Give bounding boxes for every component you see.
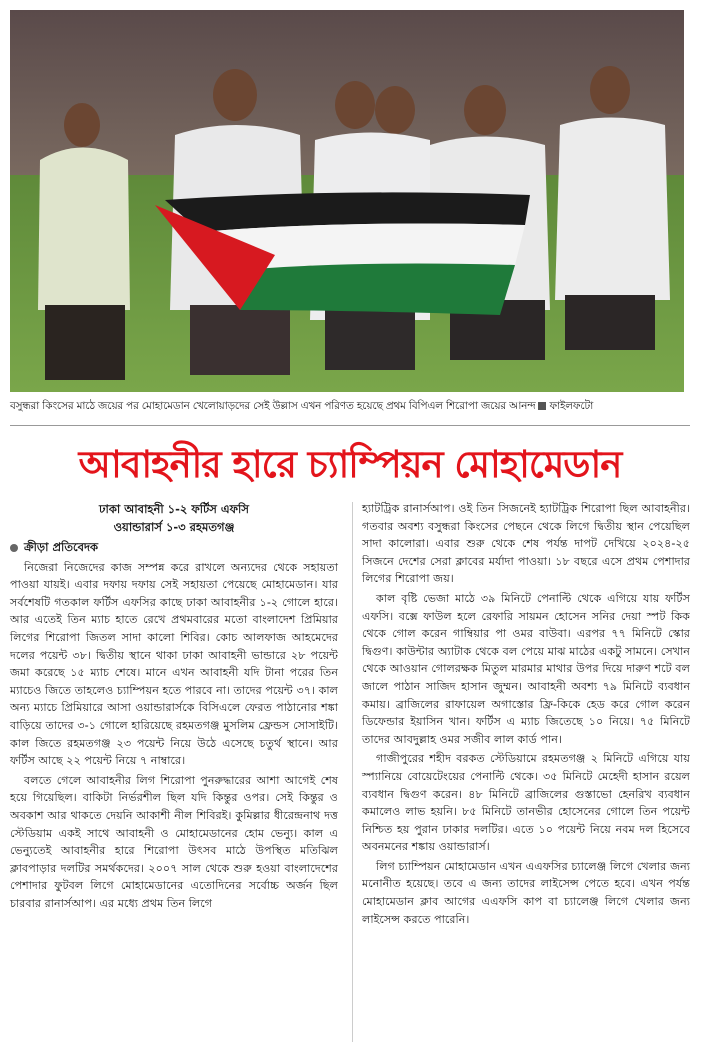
photo-caption	[10, 398, 690, 414]
news-photo	[10, 10, 684, 392]
caption-text: বসুন্ধরা কিংসের মাঠে জয়ের পর মোহামেডান খেলোয়াড়দের সেই উল্লাস এখন পরিণত হয়েছে প্রথম বিপিএল শিরোপা জয়ের আনন্দ	[10, 400, 536, 412]
square-icon	[538, 402, 546, 410]
article-left-column	[10, 500, 338, 912]
paragraph: বলতে গেলে আবাহনীর লিগ শিরোপা পুনরুদ্ধারের আশা আগেই শেষ হয়ে গিয়েছিল। বাকিটা নির্ভরশীল ছিল যদি কিন্তুর ওপর। সেই কিন্তুর ও অবকাশ আর থাকতে দেয়নি আকাশী নীল শিবিরই। কুমিল্লার ধীরেন্দ্রনাথ দত্ত স্টেডিয়াম একই সাথে আবাহনী ও মোহামেডানের হোম ভেন্যু। কাল এ ভেন্যুতেই আবাহনীর হারে শিরোপা উৎসব মাঠে উপস্থিত মতিঝিল ক্লাবপাড়ার দলটির সমর্থকদের। ২০০৭ সাল থেকে শুরু হওয়া বাংলাদেশের পেশাদার ফুটবল লিগে মোহামেডানের এতোদিনের সর্বোচ্চ অর্জন ছিল চারবার রানার্সআপ। এর মধ্যে প্রথম তিন লিগে	[10, 773, 338, 910]
paragraph: নিজেরা নিজেদের কাজ সম্পন্ন করে রাখলে অন্যদের থেকে সহায়তা পাওয়া যায়ই। এবার দফায় দফায় সেই সহায়তা পেয়েছে মোহামেডান। যার সর্বশেষটি গতকাল ফর্টিস এফসির কাছে ঢাকা আবাহনীর ১-২ গোলে হারে। আর এতেই তিন ম্যাচ হাতে রেখে প্রথমবারের মতো বাংলাদেশ প্রিমিয়ার লিগের শিরোপা জিতল সাদা কালো শিবির। কোচ আলফাজ আহমেদের দলের পয়েন্ট ৩৮। দ্বিতীয় স্থানে থাকা ঢাকা আবাহনী ভান্ডারে ২৮ পয়েন্ট জমা করেছে ১৫ ম্যাচ শেষে। মানে এখন আবাহনী যদি টানা পরের তিন ম্যাচেও জিতে তাহলেও চ্যাম্পিয়ন হতে পারবে না। তাদের পয়েন্ট ৩৭। কাল অন্য ম্যাচে প্রিমিয়ারে আসা ওয়ান্ডারার্সকে বিসিএলে ফেরত পাঠানোর শঙ্কা বাড়িয়ে তাদের ৩-১ গোলে হারিয়েছে রহমতগঞ্জ মুসলিম ফ্রেন্ডস সোসাইটি। কাল জিতে রহমতগঞ্জ ২৩ পয়েন্ট নিয়ে উঠে এসেছে চতুর্থ স্থানে। আর ফর্টিস আছে ২২ পয়েন্ট নিয়ে ৭ নাম্বারে।	[10, 560, 338, 768]
byline-text: ক্রীড়া প্রতিবেদক	[24, 540, 99, 554]
paragraph: হ্যাটট্রিক রানার্সআপ। ওই তিন সিজনেই হ্যাটট্রিক শিরোপা ছিল আবাহনীর। গতবার অবশ্য বসুন্ধরা কিংসের পেছনে থেকে লিগে দ্বিতীয় স্থান পেয়েছিল সাদা কালোরা। এবার শুরু থেকে শেষ পর্যন্ত দাপট দেখিয়ে ২০২৪-২৫ সিজনে দেশের সেরা ক্লাবের মর্যাদা পাওয়া। ১৮ বছরে এসে প্রথম পেশাদার লিগের শিরোপা জয়।	[362, 502, 690, 586]
divider	[10, 425, 690, 426]
byline	[10, 539, 338, 557]
score-line-1: ঢাকা আবাহনী ১-২ ফর্টিস এফসি	[99, 502, 249, 516]
headline: আবাহনীর হারে চ্যাম্পিয়ন মোহামেডান	[78, 443, 622, 486]
score-line-2: ওয়ান্ডারার্স ১-৩ রহমতগঞ্জ	[113, 520, 235, 534]
column-divider	[352, 502, 353, 1042]
caption-credit: ফাইলফটো	[549, 400, 594, 412]
celebration-photo	[10, 10, 684, 392]
paragraph: কাল বৃষ্টি ভেজা মাঠে ৩৯ মিনিটে পেনাল্টি থেকে এগিয়ে যায় ফর্টিস এফসি। বক্সে ফাউল হলে রেফারি সায়মন হোসেন সনির দেয়া স্পট কিক থেকে গোল করেন গাম্বিয়ার পা ওমর বাউবা। এরপর ৭৭ মিনিটে স্কোর দ্বিগুণ। কাউন্টার অ্যাটাক থেকে বল পেয়ে মাঝ মাঠের একটু সামনে। সেখান থেকে আওয়ান গোলরক্ষক মিতুল মারমার মাথার উপর দিয়ে দারুণ শটে বল জালে পাঠান সাজিদ হাসান জুম্মন। আবাহনী অবশ্য ৭৯ মিনিটে ব্যবধান কমায়। ব্রাজিলের রাফায়েল অগাস্তোর ফ্রি-কিকে হেড করে গোল করেন ডিফেন্ডার ইয়াসিন খান। ফর্টিস এ ম্যাচ জিতেছে ১০ নিয়ে। ৭৫ মিনিটে তাদের আবদুল্লাহ ওমর সজীব লাল কার্ড পান।	[362, 591, 690, 746]
bullet-icon	[10, 544, 18, 552]
paragraph: লিগ চ্যাম্পিয়ন মোহামেডান এখন এএফসির চ্যালেঞ্জ লিগে খেলার জন্য মনোনীত হয়েছে। তবে এ জন্য তাদের লাইসেন্স পেতে হবে। এখন পর্যন্ত মোহামেডান ক্লাব আগের এএফসি কাপ বা চ্যালেঞ্জ লিগে খেলার জন্য লাইসেন্স করতে পারেনি।	[362, 859, 690, 926]
paragraph: গাজীপুরের শহীদ বরকত স্টেডিয়ামে রহমতগঞ্জ ২ মিনিটে এগিয়ে যায় স্প্যানিয়ে বোয়েটেংয়ের পেনাল্টি থেকে। ৩৫ মিনিটে মেহেদী হাসান রয়েল ব্যবধান দ্বিগুণ করেন। ৪৮ মিনিটে ব্রাজিলের গুস্তাভো হেনরিখ ব্যবধান কমালেও লাভ হয়নি। ৮৫ মিনিটে তানভীর হোসেনের গোলে তিন পয়েন্ট নিশ্চিত হয় পুরান ঢাকার দলটির। এতে ১০ পয়েন্ট নিয়ে নবম দল হিসেবে অবনমনের শঙ্কায় ওয়ান্ডারার্স।	[362, 752, 690, 854]
article-right-column	[362, 500, 690, 928]
